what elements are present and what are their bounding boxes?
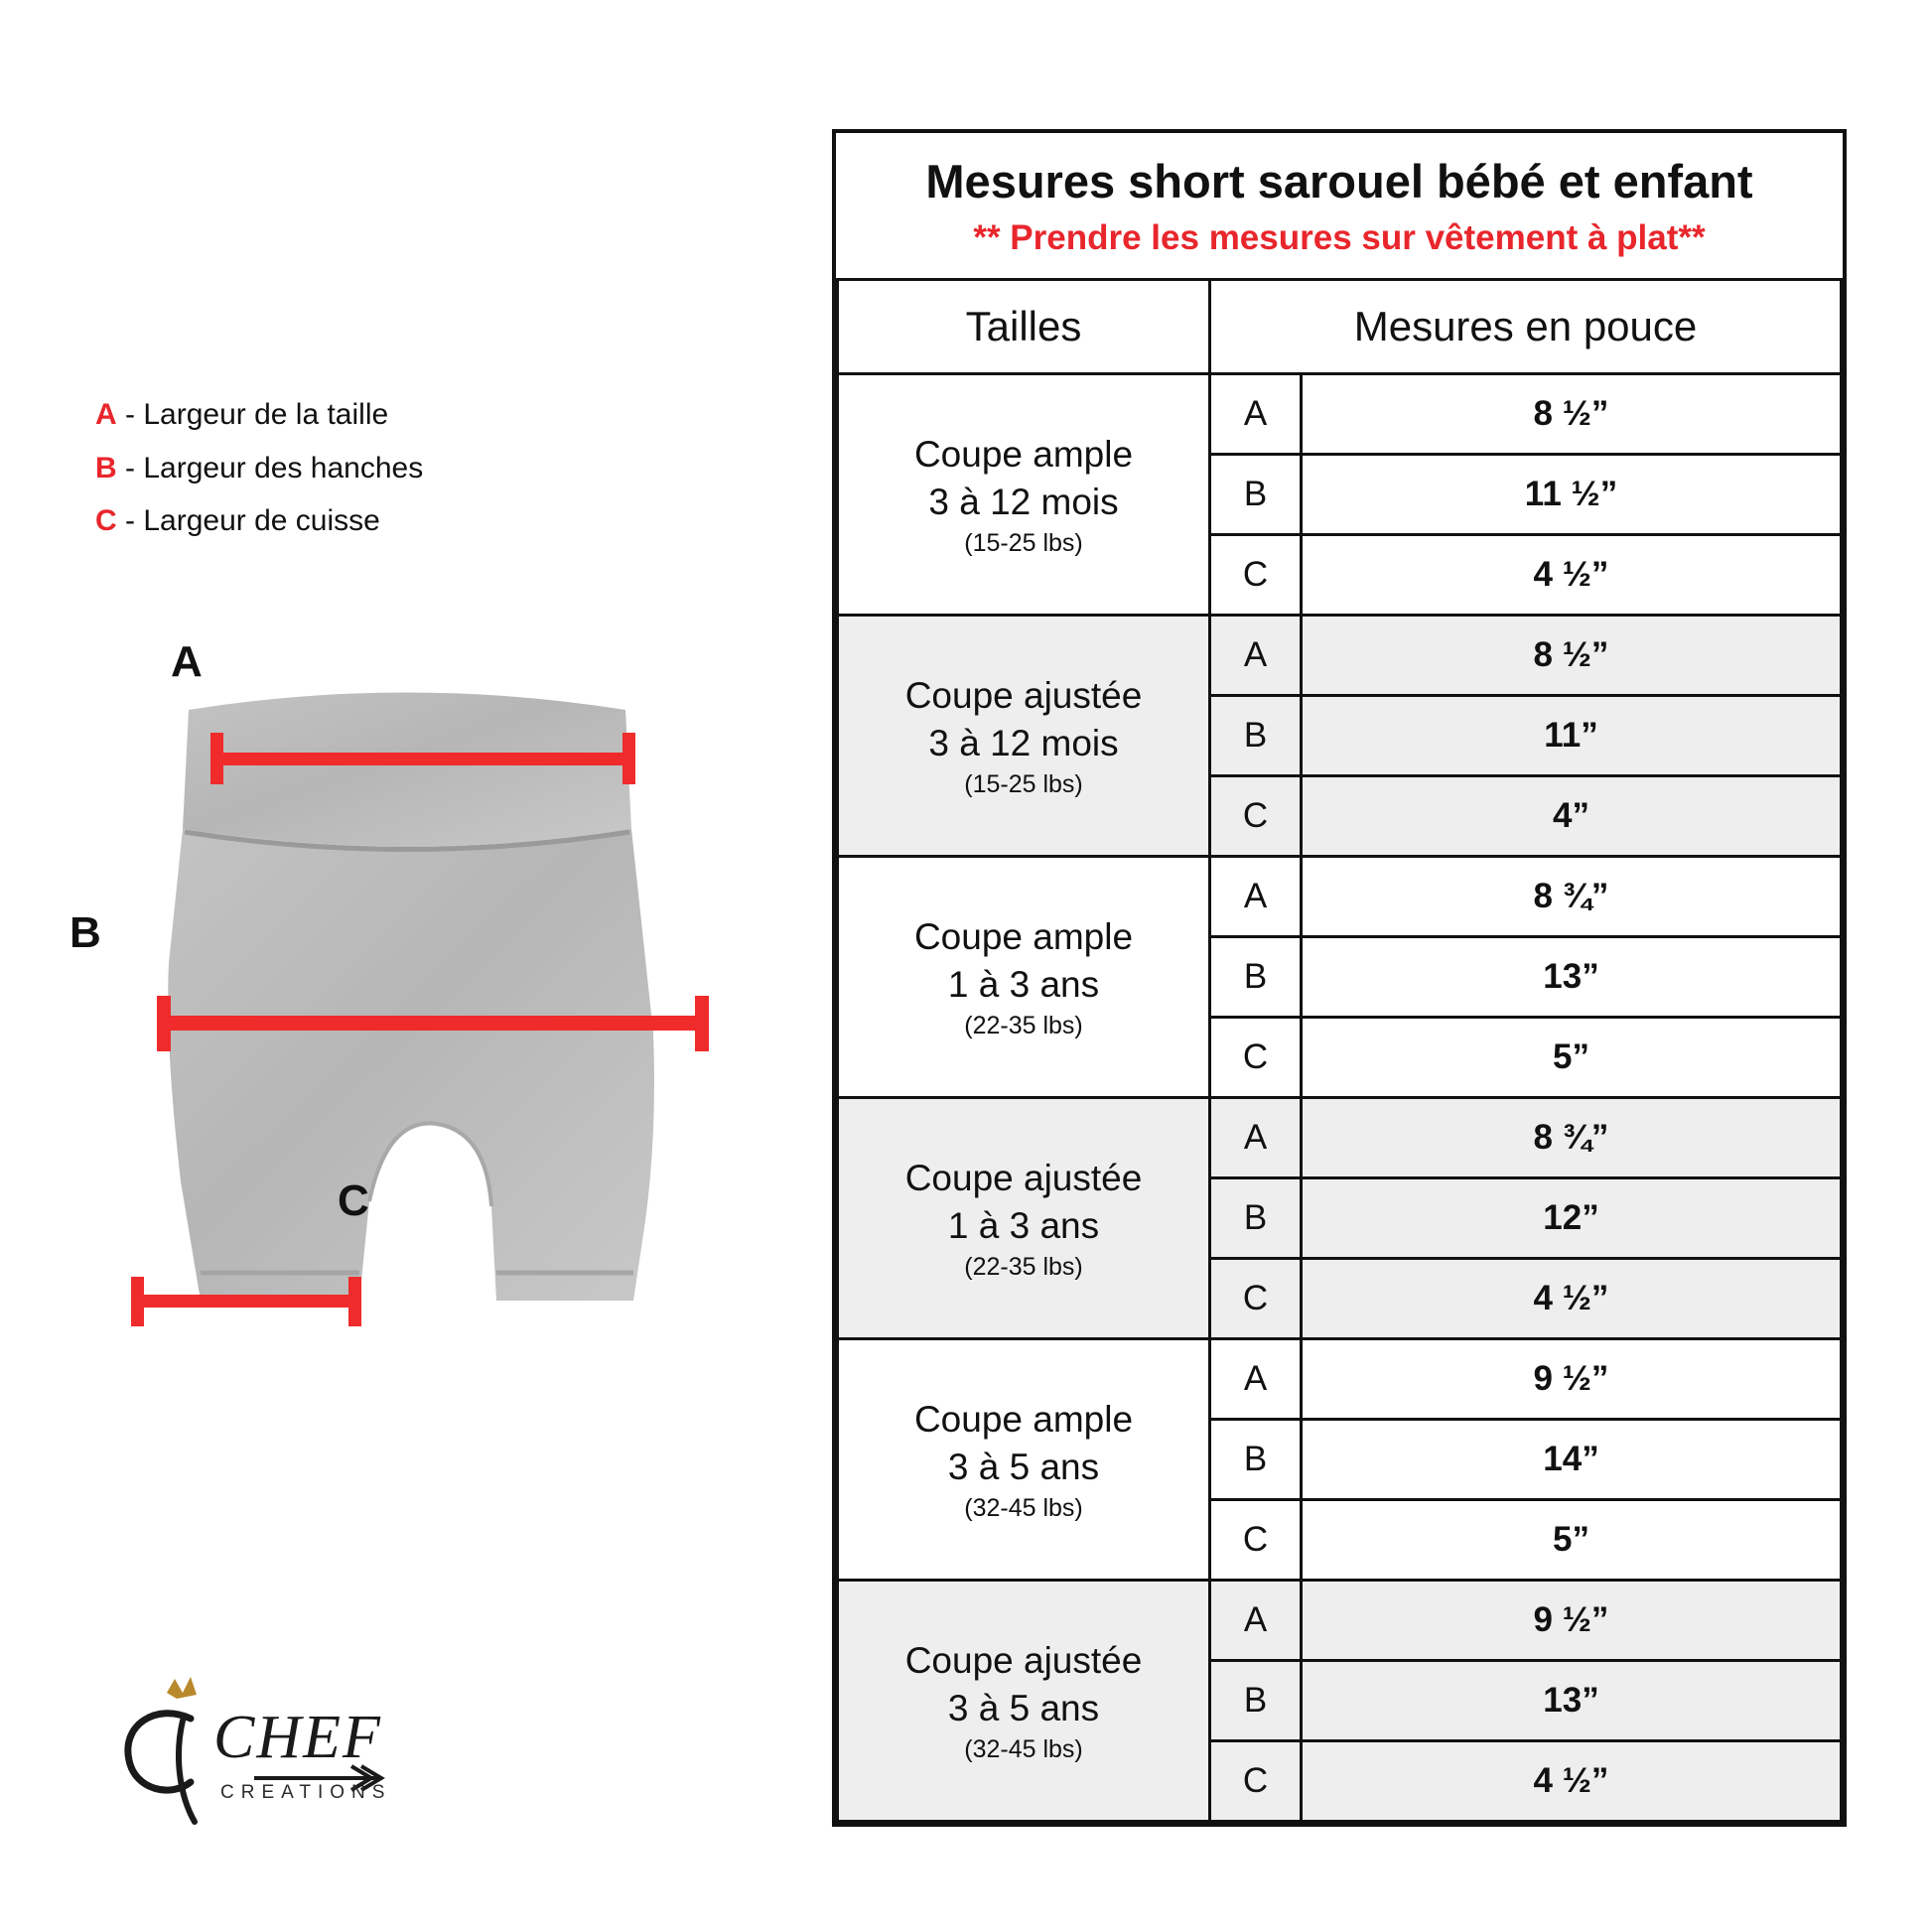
- legend-letter-c: C: [95, 504, 117, 538]
- size-group-name-line1: Coupe ajustée: [904, 1158, 1143, 1199]
- table-row: [838, 1098, 1842, 1178]
- size-group-cell: [838, 857, 1210, 1098]
- size-group-name-line1: Coupe ajustée: [904, 675, 1143, 717]
- shorts-illustration: [89, 665, 725, 1380]
- measure-letter: A: [1210, 857, 1302, 937]
- measure-value: 8 ¾”: [1302, 857, 1842, 937]
- table-row: [838, 374, 1842, 455]
- table-row: [838, 616, 1842, 696]
- table-header-row: [838, 280, 1842, 374]
- logo-subtitle: CREATIONS: [220, 1782, 392, 1803]
- size-group-cell: [838, 616, 1210, 857]
- measure-letter: C: [1210, 776, 1302, 857]
- measure-value: 4 ½”: [1302, 1259, 1842, 1339]
- table-row: [838, 1581, 1842, 1661]
- legend-text-a: - Largeur de la taille: [125, 398, 389, 431]
- waistband-shape: [183, 693, 631, 847]
- measure-letter: A: [1210, 1339, 1302, 1420]
- size-group-name-line1: Coupe ample: [913, 1399, 1134, 1441]
- size-group-name-line1: Coupe ajustée: [904, 1640, 1143, 1682]
- dimension-label-c: C: [338, 1176, 369, 1225]
- size-group-name-line2: 3 à 5 ans: [947, 1687, 1100, 1728]
- legend-letter-b: B: [95, 451, 117, 484]
- size-group-weight: (15-25 lbs): [964, 529, 1083, 558]
- measure-value: 8 ½”: [1302, 616, 1842, 696]
- size-group-name-line1: Coupe ample: [913, 434, 1134, 476]
- table-row: [838, 1339, 1842, 1420]
- size-group-weight: (32-45 lbs): [964, 1494, 1083, 1523]
- size-group-name-line2: 3 à 12 mois: [928, 722, 1119, 763]
- size-group-weight: (22-35 lbs): [964, 1253, 1083, 1282]
- size-group-weight: (32-45 lbs): [964, 1735, 1083, 1764]
- measure-letter: C: [1210, 1018, 1302, 1098]
- legend-item: [95, 446, 423, 491]
- crown-icon: [167, 1677, 197, 1699]
- size-group-name-line1: Coupe ample: [913, 916, 1134, 958]
- measure-value: 8 ½”: [1302, 374, 1842, 455]
- measure-value: 4”: [1302, 776, 1842, 857]
- measure-letter: B: [1210, 455, 1302, 535]
- measure-letter: C: [1210, 1259, 1302, 1339]
- measure-value: 14”: [1302, 1420, 1842, 1500]
- shorts-body-shape: [168, 829, 654, 1301]
- measure-value: 4 ½”: [1302, 535, 1842, 616]
- measure-value: 13”: [1302, 937, 1842, 1018]
- legend-text-c: - Largeur de cuisse: [125, 504, 380, 538]
- measure-letter: C: [1210, 1741, 1302, 1822]
- logo-wordmark: CHEF: [213, 1704, 382, 1771]
- size-group-cell: [838, 374, 1210, 616]
- size-group-name-line2: 1 à 3 ans: [947, 1204, 1100, 1246]
- measure-letter: A: [1210, 374, 1302, 455]
- dimension-label-b: B: [69, 908, 101, 957]
- size-chart-table: [832, 129, 1847, 1827]
- legend-letter-a: A: [95, 398, 117, 431]
- script-tail-stroke: [179, 1721, 195, 1822]
- measurement-legend: [95, 392, 423, 552]
- brand-logo: [79, 1663, 407, 1842]
- size-group-cell: [838, 1339, 1210, 1581]
- size-group-weight: (22-35 lbs): [964, 1012, 1083, 1040]
- measure-letter: B: [1210, 696, 1302, 776]
- header-measures: Mesures en pouce: [1210, 280, 1842, 374]
- measure-letter: A: [1210, 1098, 1302, 1178]
- measure-letter: C: [1210, 1500, 1302, 1581]
- measure-value: 11”: [1302, 696, 1842, 776]
- size-group-cell: [838, 1098, 1210, 1339]
- measure-value: 11 ½”: [1302, 455, 1842, 535]
- measure-value: 9 ½”: [1302, 1581, 1842, 1661]
- measure-value: 12”: [1302, 1178, 1842, 1259]
- measure-letter: C: [1210, 535, 1302, 616]
- measure-letter: B: [1210, 937, 1302, 1018]
- size-group-name-line2: 3 à 5 ans: [947, 1446, 1100, 1487]
- measure-letter: B: [1210, 1420, 1302, 1500]
- table-row: [838, 857, 1842, 937]
- size-group-name-line2: 1 à 3 ans: [947, 963, 1100, 1005]
- dimension-label-a: A: [171, 637, 203, 686]
- size-group-name-line2: 3 à 12 mois: [928, 481, 1119, 522]
- measure-letter: A: [1210, 1581, 1302, 1661]
- page-title: Mesures short sarouel bébé et enfant: [925, 155, 1753, 207]
- size-group-cell: [838, 1581, 1210, 1822]
- size-group-weight: (15-25 lbs): [964, 770, 1083, 799]
- measure-value: 5”: [1302, 1500, 1842, 1581]
- table-title-row: [838, 133, 1842, 280]
- measure-value: 8 ¾”: [1302, 1098, 1842, 1178]
- measure-value: 13”: [1302, 1661, 1842, 1741]
- measure-value: 5”: [1302, 1018, 1842, 1098]
- header-sizes: Tailles: [838, 280, 1210, 374]
- garment-diagram: [60, 625, 755, 1410]
- measure-value: 9 ½”: [1302, 1339, 1842, 1420]
- legend-text-b: - Largeur des hanches: [125, 451, 424, 484]
- measure-letter: B: [1210, 1178, 1302, 1259]
- legend-item: [95, 392, 423, 438]
- legend-item: [95, 498, 423, 544]
- measure-letter: A: [1210, 616, 1302, 696]
- measure-value: 4 ½”: [1302, 1741, 1842, 1822]
- page-subtitle: ** Prendre les mesures sur vêtement à plat**: [973, 218, 1706, 258]
- measure-letter: B: [1210, 1661, 1302, 1741]
